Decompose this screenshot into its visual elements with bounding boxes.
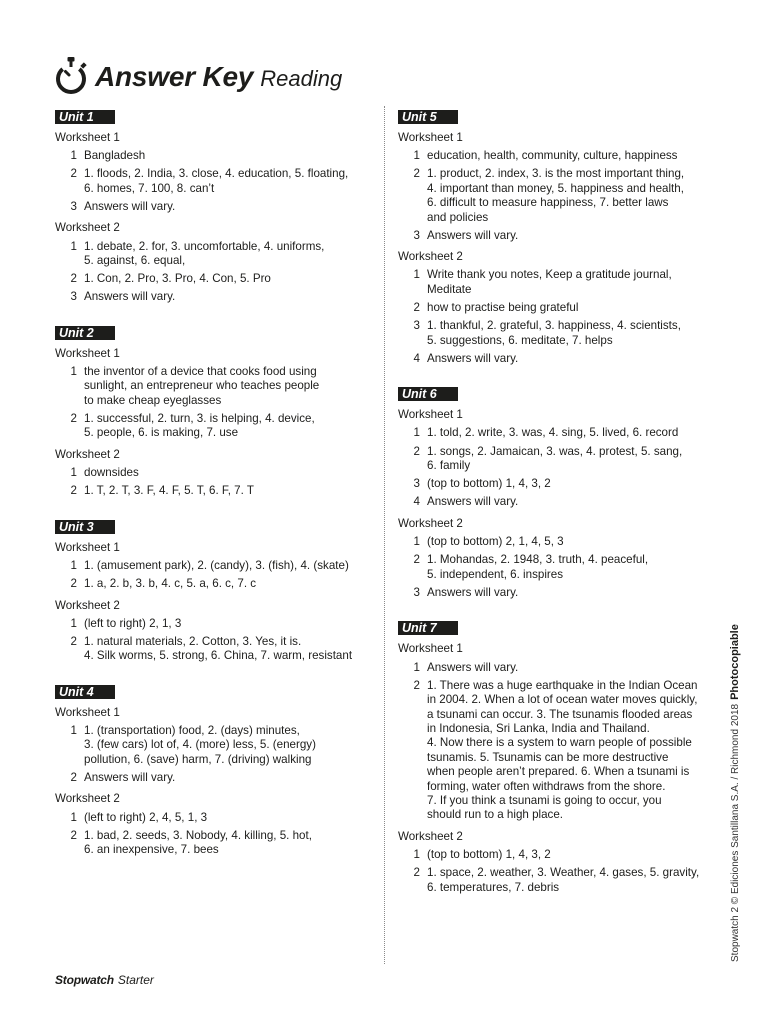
answer-line: 1. space, 2. weather, 3. Weather, 4. gases, 5. gravity, <box>427 866 700 880</box>
answer-line: Answers will vary. <box>427 660 519 674</box>
answer-line: (top to bottom) 2, 1, 4, 5, 3 <box>427 535 564 549</box>
answer-number: 1 <box>70 239 77 253</box>
answer-number: 1 <box>413 268 420 282</box>
answer-line: 1. (amusement park), 2. (candy), 3. (fish), 4. (skate) <box>84 558 349 572</box>
worksheet <box>398 517 716 600</box>
answer-item <box>55 771 373 785</box>
unit-label: Unit 7 <box>398 621 458 635</box>
answer-line: should run to a high place. <box>427 808 564 822</box>
answer-text <box>427 301 716 315</box>
answer-text <box>84 724 373 767</box>
answer-item <box>398 268 716 297</box>
answer-line: 1. songs, 2. Jamaican, 3. was, 4. protest, 5. sang, <box>427 444 683 458</box>
worksheet-heading: Worksheet 2 <box>55 221 120 235</box>
answer-line: in Indonesia, Sri Lanka, India and Thailand. <box>427 721 650 735</box>
answer-text <box>427 167 716 225</box>
right-column <box>398 110 716 895</box>
answer-text <box>427 149 716 163</box>
brand-logo <box>55 972 154 988</box>
copyright-note <box>729 624 742 962</box>
unit-section <box>55 110 373 305</box>
unit-label: Unit 2 <box>55 326 115 340</box>
answer-line: 4. Silk worms, 5. strong, 6. China, 7. warm, resistant <box>84 649 353 663</box>
answer-number: 1 <box>413 149 420 163</box>
unit-label: Unit 5 <box>398 110 458 124</box>
answer-item <box>398 586 716 600</box>
answer-number: 1 <box>413 535 420 549</box>
answer-number: 2 <box>70 167 77 181</box>
answer-number: 1 <box>70 365 77 379</box>
answer-text <box>427 679 716 823</box>
unit-section <box>398 387 716 600</box>
answer-number: 3 <box>70 200 77 214</box>
answer-number: 1 <box>70 466 77 480</box>
worksheet <box>55 131 373 214</box>
answer-line: (left to right) 2, 1, 3 <box>84 616 182 630</box>
answer-number: 2 <box>413 444 420 458</box>
answer-item <box>398 445 716 474</box>
answer-text <box>427 553 716 582</box>
worksheet-heading: Worksheet 2 <box>55 792 120 806</box>
answer-line: 6. homes, 7. 100, 8. can’t <box>84 181 215 195</box>
answer-item <box>398 679 716 823</box>
answer-line: Answers will vary. <box>427 495 519 509</box>
unit-label: Unit 3 <box>55 520 115 534</box>
answer-item <box>55 724 373 767</box>
answer-item <box>398 553 716 582</box>
column-divider <box>384 106 385 964</box>
worksheet-heading: Worksheet 2 <box>55 598 120 612</box>
answer-number: 2 <box>70 484 77 498</box>
worksheet-heading: Worksheet 1 <box>55 346 120 360</box>
answer-item <box>55 200 373 214</box>
answer-text <box>427 229 716 243</box>
answer-line: Answers will vary. <box>84 290 176 304</box>
brand-level: Starter <box>117 973 154 987</box>
answer-line: 5. against, 6. equal, <box>84 254 186 268</box>
copyright-text: Stopwatch 2 © Ediciones Santillana S.A. / Richmond 2018 <box>730 703 741 962</box>
answer-item <box>398 149 716 163</box>
answer-text <box>427 495 716 509</box>
answer-text <box>84 200 373 214</box>
answer-item <box>55 240 373 269</box>
answer-line: 5. suggestions, 6. meditate, 7. helps <box>427 333 613 347</box>
unit-label: Unit 1 <box>55 110 115 124</box>
answer-item <box>55 811 373 825</box>
answer-text <box>84 290 373 304</box>
answer-line: Answers will vary. <box>84 770 176 784</box>
answer-item <box>398 229 716 243</box>
answer-item <box>55 484 373 498</box>
answer-text <box>84 149 373 163</box>
answer-item <box>55 577 373 591</box>
answer-line: 1. thankful, 2. grateful, 3. happiness, 4. scientists, <box>427 319 681 333</box>
answer-number: 2 <box>413 167 420 181</box>
worksheet <box>55 448 373 499</box>
answer-number: 2 <box>413 553 420 567</box>
answer-text <box>84 484 373 498</box>
answer-text <box>84 829 373 858</box>
answer-line: 6. difficult to measure happiness, 7. better laws <box>427 196 669 210</box>
answer-line: in 2004. 2. When a lot of ocean water moves quickly, <box>427 693 698 707</box>
answer-line: when people aren’t prepared. 6. When a tsunami is <box>427 765 690 779</box>
answer-item <box>398 495 716 509</box>
answer-item <box>55 272 373 286</box>
answer-line: 1. a, 2. b, 3. b, 4. c, 5. a, 6. c, 7. c <box>84 577 257 591</box>
answer-number: 2 <box>70 770 77 784</box>
answer-line: 7. If you think a tsunami is going to occur, you <box>427 793 662 807</box>
answer-line: 1. product, 2. index, 3. is the most important thing, <box>427 167 685 181</box>
unit-label: Unit 4 <box>55 685 115 699</box>
answer-number: 1 <box>70 558 77 572</box>
answer-number: 4 <box>413 495 420 509</box>
answer-item <box>398 167 716 225</box>
answer-line: education, health, community, culture, happiness <box>427 149 678 163</box>
answer-line: to make cheap eyeglasses <box>84 393 222 407</box>
answer-number: 2 <box>413 301 420 315</box>
page-subtitle: Reading <box>260 66 343 91</box>
answer-text <box>84 365 373 408</box>
worksheet-heading: Worksheet 1 <box>55 131 120 144</box>
answer-line: 6. temperatures, 7. debris <box>427 880 560 894</box>
answer-item <box>55 617 373 631</box>
answer-number: 1 <box>413 426 420 440</box>
answer-text <box>84 617 373 631</box>
answer-number: 1 <box>70 149 77 163</box>
answer-number: 2 <box>70 828 77 842</box>
answer-line: Answers will vary. <box>427 585 519 599</box>
answer-line: 1. bad, 2. seeds, 3. Nobody, 4. killing, 5. hot, <box>84 828 312 842</box>
answer-text <box>427 586 716 600</box>
answer-item <box>398 866 716 895</box>
worksheet-heading: Worksheet 2 <box>55 447 120 461</box>
answer-text <box>84 811 373 825</box>
answer-line: 1. natural materials, 2. Cotton, 3. Yes, it is. <box>84 634 302 648</box>
answer-line: pollution, 6. (save) harm, 7. (driving) walking <box>84 752 312 766</box>
page-title: Answer Key <box>95 61 254 92</box>
answer-line: a tsunami can occur. 3. The tsunamis flooded areas <box>427 707 693 721</box>
answer-text <box>84 771 373 785</box>
answer-text <box>84 559 373 573</box>
worksheet <box>55 541 373 592</box>
answer-number: 2 <box>70 577 77 591</box>
answer-line: 1. (transportation) food, 2. (days) minutes, <box>84 723 300 737</box>
answer-line: (left to right) 2, 4, 5, 1, 3 <box>84 810 208 824</box>
answer-line: 6. family <box>427 459 471 473</box>
answer-line: 6. an inexpensive, 7. bees <box>84 843 219 857</box>
answer-number: 3 <box>413 228 420 242</box>
answer-line: sunlight, an entrepreneur who teaches people <box>84 379 320 393</box>
answer-line: 1. There was a huge earthquake in the Indian Ocean <box>427 678 698 692</box>
unit-section <box>398 621 716 895</box>
answer-item <box>55 167 373 196</box>
answer-text <box>427 848 716 862</box>
answer-text <box>427 426 716 440</box>
worksheet <box>55 599 373 664</box>
answer-text <box>427 477 716 491</box>
photocopiable-label: Photocopiable <box>729 624 741 700</box>
answer-line: 1. Con, 2. Pro, 3. Pro, 4. Con, 5. Pro <box>84 272 271 286</box>
worksheet-heading: Worksheet 2 <box>398 516 463 530</box>
answer-item <box>398 352 716 366</box>
answer-number: 2 <box>70 634 77 648</box>
answer-text <box>427 352 716 366</box>
unit-section <box>55 685 373 858</box>
worksheet-heading: Worksheet 1 <box>398 408 463 422</box>
answer-number: 4 <box>413 351 420 365</box>
unit-label: Unit 6 <box>398 387 458 401</box>
worksheet-heading: Worksheet 1 <box>398 642 463 656</box>
answer-line: 1. T, 2. T, 3. F, 4. F, 5. T, 6. F, 7. T <box>84 484 254 498</box>
answer-number: 3 <box>413 319 420 333</box>
answer-text <box>427 445 716 474</box>
worksheet <box>55 347 373 441</box>
answer-line: Answers will vary. <box>427 351 519 365</box>
answer-text <box>427 319 716 348</box>
answer-item <box>55 559 373 573</box>
unit-section <box>398 110 716 366</box>
answer-line: 4. Now there is a system to warn people of possible <box>427 736 692 750</box>
answer-number: 1 <box>413 847 420 861</box>
answer-number: 1 <box>70 616 77 630</box>
worksheet-heading: Worksheet 1 <box>398 131 463 144</box>
answer-text <box>84 240 373 269</box>
answer-line: (top to bottom) 1, 4, 3, 2 <box>427 477 551 491</box>
answer-item <box>398 301 716 315</box>
answer-number: 2 <box>70 412 77 426</box>
answer-item <box>55 365 373 408</box>
worksheet <box>398 250 716 366</box>
unit-section <box>55 326 373 499</box>
answer-text <box>84 635 373 664</box>
brand-name: Stopwatch <box>55 973 114 987</box>
answer-line: 1. debate, 2. for, 3. uncomfortable, 4. uniforms, <box>84 239 325 253</box>
answer-text <box>427 268 716 297</box>
answer-number: 3 <box>413 585 420 599</box>
answer-line: 1. successful, 2. turn, 3. is helping, 4. device, <box>84 412 315 426</box>
stopwatch-icon <box>52 54 90 98</box>
answer-text <box>427 535 716 549</box>
answer-item <box>398 535 716 549</box>
answer-line: Write thank you notes, Keep a gratitude journal, <box>427 268 672 282</box>
worksheet-heading: Worksheet 1 <box>55 705 120 719</box>
answer-text <box>427 661 716 675</box>
worksheet-heading: Worksheet 2 <box>398 250 463 264</box>
answer-item <box>55 290 373 304</box>
answer-text <box>427 866 716 895</box>
answer-line: the inventor of a device that cooks food using <box>84 365 317 379</box>
answer-item <box>55 829 373 858</box>
answer-line: 4. important than money, 5. happiness and health, <box>427 181 684 195</box>
worksheet <box>398 830 716 895</box>
answer-line: Bangladesh <box>84 149 146 163</box>
answer-number: 3 <box>413 477 420 491</box>
worksheet <box>398 642 716 822</box>
answer-number: 2 <box>413 678 420 692</box>
worksheet <box>55 221 373 304</box>
answer-number: 1 <box>413 660 420 674</box>
answer-text <box>84 466 373 480</box>
worksheet-heading: Worksheet 2 <box>398 829 463 843</box>
answer-line: forming, water often withdraws from the shore. <box>427 779 666 793</box>
answer-line: downsides <box>84 466 139 480</box>
answer-line: how to practise being grateful <box>427 301 579 315</box>
answer-line: tsunamis. 5. Tsunamis can be more destructive <box>427 750 669 764</box>
answer-number: 2 <box>70 272 77 286</box>
left-column <box>55 110 373 858</box>
answer-line: 5. people, 6. is making, 7. use <box>84 426 239 440</box>
answer-line: Answers will vary. <box>84 200 176 214</box>
answer-line: and policies <box>427 210 489 224</box>
answer-item <box>398 477 716 491</box>
answer-line: Answers will vary. <box>427 228 519 242</box>
answer-item <box>55 635 373 664</box>
answer-item <box>55 466 373 480</box>
answer-item <box>55 412 373 441</box>
answer-number: 1 <box>70 723 77 737</box>
answer-number: 1 <box>70 810 77 824</box>
worksheet-heading: Worksheet 1 <box>55 540 120 554</box>
answer-item <box>398 848 716 862</box>
answer-item <box>398 426 716 440</box>
worksheet <box>55 706 373 786</box>
page-header <box>95 62 342 94</box>
worksheet <box>398 408 716 510</box>
answer-item <box>55 149 373 163</box>
answer-item <box>398 319 716 348</box>
answer-line: 3. (few cars) lot of, 4. (more) less, 5. (energy) <box>84 738 316 752</box>
answer-line: 1. floods, 2. India, 3. close, 4. education, 5. floating, <box>84 167 349 181</box>
answer-item <box>398 661 716 675</box>
answer-text <box>84 577 373 591</box>
unit-section <box>55 520 373 664</box>
worksheet <box>398 131 716 243</box>
answer-text <box>84 272 373 286</box>
answer-text <box>84 167 373 196</box>
answer-line: 1. Mohandas, 2. 1948, 3. truth, 4. peaceful, <box>427 553 649 567</box>
answer-text <box>84 412 373 441</box>
answer-number: 3 <box>70 290 77 304</box>
answer-line: 1. told, 2. write, 3. was, 4. sing, 5. lived, 6. record <box>427 426 679 440</box>
answer-number: 2 <box>413 866 420 880</box>
worksheet <box>55 792 373 857</box>
answer-line: 5. independent, 6. inspires <box>427 567 564 581</box>
answer-line: Meditate <box>427 282 472 296</box>
answer-line: (top to bottom) 1, 4, 3, 2 <box>427 847 551 861</box>
